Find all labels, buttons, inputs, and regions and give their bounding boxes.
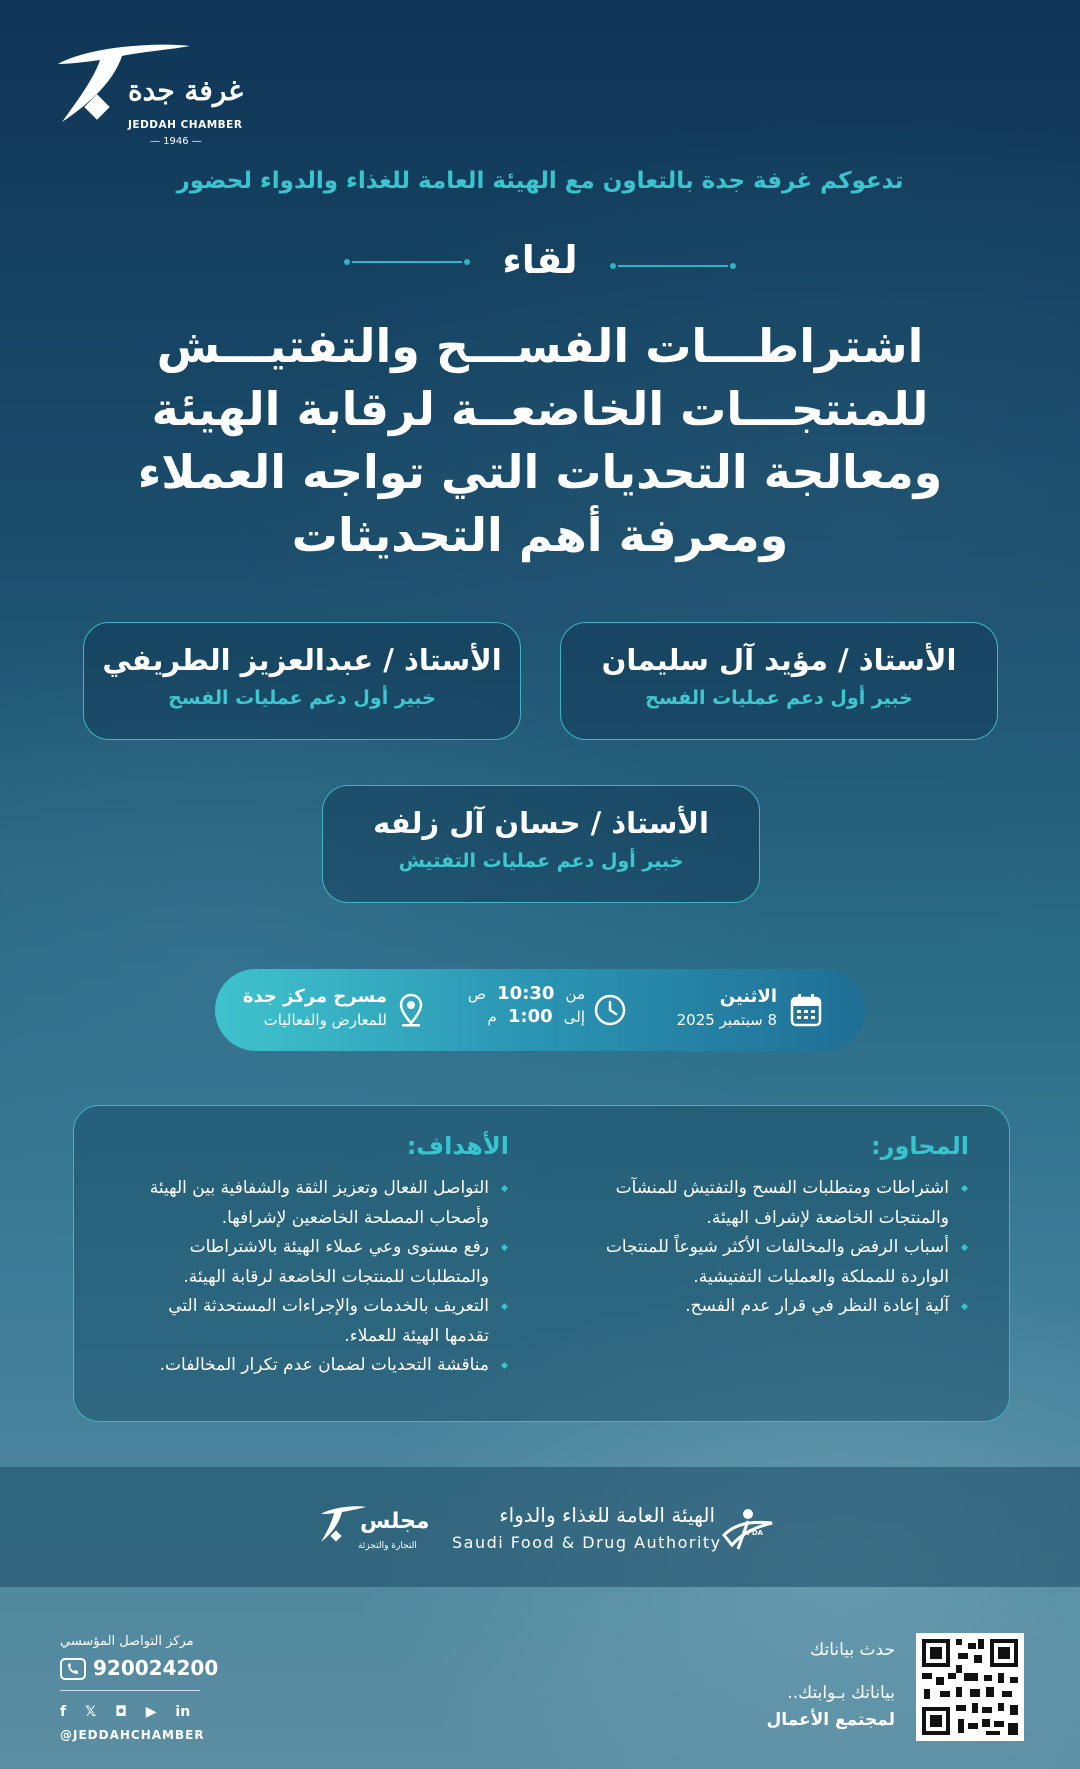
speaker-name: الأستاذ / مؤيد آل سليمان	[601, 643, 957, 677]
sfda-badge: SFDA	[742, 1529, 764, 1537]
social-handle[interactable]: @JEDDAHCHAMBER	[60, 1728, 205, 1742]
qr-code[interactable]	[916, 1633, 1024, 1741]
goals-section	[124, 1132, 509, 1381]
time-to-suffix: م	[487, 1008, 497, 1026]
social-icons	[60, 1704, 190, 1720]
axes-section	[589, 1132, 969, 1322]
location-pin-icon	[399, 993, 423, 1027]
sfda-english-name: Saudi Food & Drug Authority	[452, 1533, 722, 1552]
headline-line: للمنتجـــات الخاضعــة لرقابة الهيئة	[151, 382, 929, 436]
speaker-card	[83, 622, 521, 740]
update-data-line1: حدث بياناتك	[810, 1640, 895, 1660]
headline-line: ومعالجة التحديات التي تواجه العملاء	[137, 445, 943, 499]
time-to-label: إلى	[563, 1008, 585, 1026]
axes-item: أسباب الرفض والمخالفات الأكثر شيوعاً للمنتجات الواردة للمملكة والعمليات التفتيشية.	[589, 1233, 969, 1292]
speaker-role: خبير أول دعم عمليات الفسح	[645, 687, 913, 709]
venue-name: مسرح مركز جدة	[242, 986, 387, 1007]
invitation-text: تدعوكم غرفة جدة بالتعاون مع الهيئة العامة للغذاء والدواء لحضور	[176, 168, 904, 194]
event-headline	[120, 315, 960, 567]
axes-item: آلية إعادة النظر في قرار عدم الفسح.	[589, 1292, 969, 1322]
event-date: 8 سبتمبر 2025	[676, 1011, 777, 1029]
calendar-icon	[790, 993, 822, 1027]
time-from-label: من	[565, 985, 585, 1003]
speaker-role: خبير أول دعم عمليات الفسح	[168, 687, 436, 709]
linkedin-icon[interactable]: in	[175, 1704, 191, 1720]
x-icon[interactable]: 𝕏	[84, 1704, 97, 1720]
speaker-card	[322, 785, 760, 903]
logo-year: — 1946 —	[150, 136, 202, 147]
event-type: لقاء	[502, 238, 578, 282]
time-to: 1:00	[507, 1006, 553, 1027]
goals-item: التواصل الفعال وتعزيز الثقة والشفافية بين الهيئة وأصحاب المصلحة الخاضعين لإشرافها.	[124, 1174, 509, 1233]
instagram-icon[interactable]: ◘	[115, 1704, 127, 1720]
axes-item: اشتراطات ومتطلبات الفسح والتفتيش للمنشآت والمنتجات الخاضعة لإشراف الهيئة.	[589, 1174, 969, 1233]
speaker-name: الأستاذ / عبدالعزيز الطريفي	[102, 643, 502, 677]
update-data-line2: بياناتك بـوابتك..	[787, 1683, 895, 1703]
logo-arabic-text: غرفة جدة	[128, 74, 243, 107]
headline-line: اشتراطـــات الفســـح والتفتيـــش	[156, 319, 924, 373]
footer-divider	[60, 1690, 200, 1691]
goals-item: التعريف بالخدمات والإجراءات المستحدثة التي تقدمها الهيئة للعملاء.	[124, 1292, 509, 1351]
event-details-bar	[215, 969, 865, 1051]
contact-center-label: مركز التواصل المؤسسي	[60, 1634, 194, 1649]
speaker-role: خبير أول دعم عمليات التفتيش	[398, 850, 684, 872]
time-from-suffix: ص	[467, 985, 487, 1003]
clock-icon	[593, 993, 627, 1027]
venue-block	[243, 986, 387, 1029]
headline-line: ومعرفة أهم التحديثات	[291, 508, 789, 562]
phone-icon	[60, 1658, 86, 1680]
partners-band	[0, 1467, 1080, 1587]
update-data-line3: لمجتمع الأعمال	[766, 1710, 895, 1730]
time-from: 10:30	[497, 983, 555, 1004]
time-block	[467, 983, 585, 1027]
logo-english-text: JEDDAH CHAMBER	[128, 119, 243, 131]
council-subtitle: التجارة والتجزئة	[358, 1541, 417, 1551]
goals-item: مناقشة التحديات لضمان عدم تكرار المخالفات.	[124, 1351, 509, 1381]
date-block	[677, 986, 777, 1029]
goals-item: رفع مستوى وعي عملاء الهيئة بالاشتراطات والمتطلبات للمنتجات الخاضعة لرقابة الهيئة.	[124, 1233, 509, 1292]
axes-title: المحاور:	[871, 1132, 969, 1160]
speaker-card	[560, 622, 998, 740]
speaker-name: الأستاذ / حسان آل زلفه	[373, 806, 709, 840]
council-name: مجلس	[360, 1509, 430, 1534]
goals-title: الأهداف:	[406, 1132, 509, 1160]
youtube-icon[interactable]: ▶	[145, 1704, 157, 1720]
facebook-icon[interactable]: f	[60, 1704, 67, 1720]
venue-subtitle: للمعارض والفعاليات	[263, 1011, 387, 1029]
sfda-arabic-name: الهيئة العامة للغذاء والدواء	[499, 1503, 715, 1527]
contact-phone[interactable]: 920024200	[93, 1656, 219, 1680]
axes-goals-box	[73, 1105, 1010, 1422]
event-day: الاثنين	[719, 986, 777, 1007]
